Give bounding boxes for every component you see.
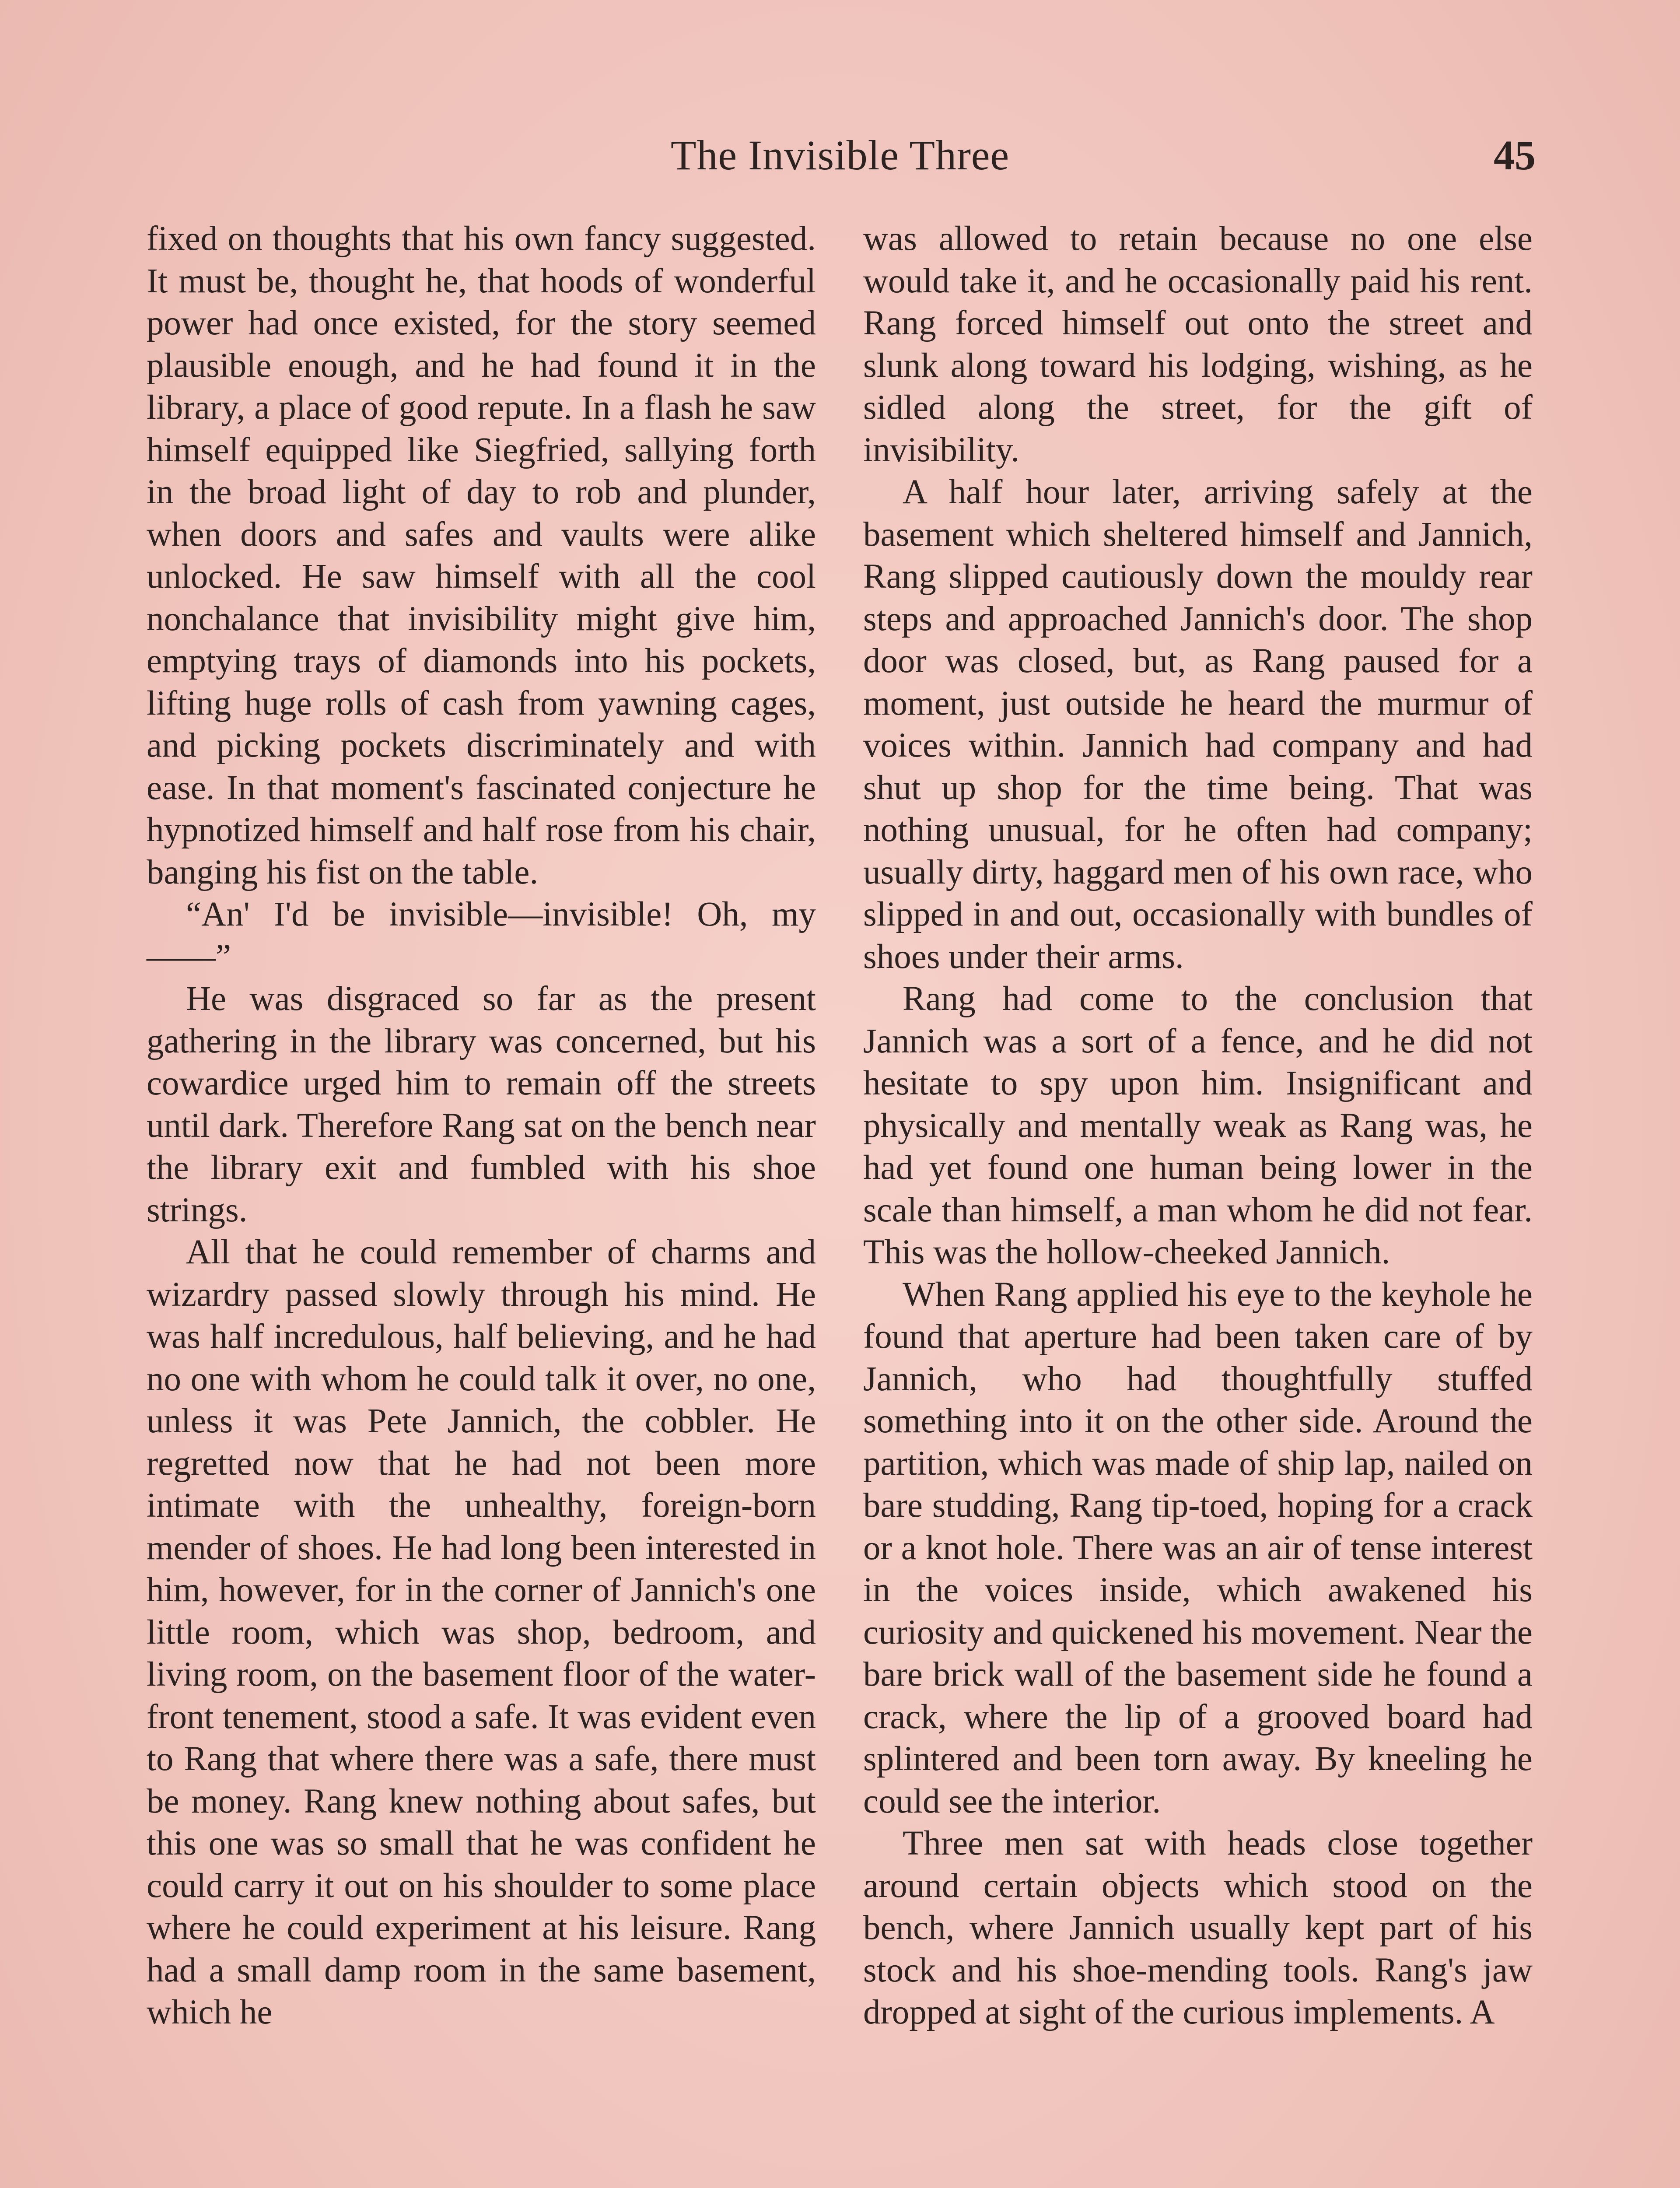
paragraph: He was disgraced so far as the present gathering in the library was concerned, but his cowardice urged him to remain off the streets until dark. Therefore Rang sat on the bench near the library exit and fumbled with his shoe strings. — [147, 980, 816, 1229]
paragraph: was allowed to retain because no one else would take it, and he occasionally paid his rent. Rang forced himself out onto the street and slunk along toward his lodging, wishing, as he sidled along the street, for the gift of invisibility. — [863, 220, 1533, 469]
right-column — [863, 218, 1533, 2034]
paragraph: Rang had come to the conclusion that Jannich was a sort of a fence, and he did not hesitate to spy upon him. Insignificant and physically and mentally weak as Rang was, he had yet found one human being lower in the scale than himself, a man whom he did not fear. This was the hollow-cheeked Jannich. — [863, 980, 1533, 1271]
page-header — [144, 127, 1536, 193]
running-title: The Invisible Three — [670, 132, 1010, 179]
paragraph: “An' I'd be invisible—invisible! Oh, my——” — [147, 895, 816, 976]
paragraph: fixed on thoughts that his own fancy suggested. It must be, thought he, that hoods of wonderful power had once existed, for the story seemed plausible enough, and he had found it in the library, a place of good repute. In a flash he saw himself equipped like Siegfried, sallying forth in the broad light of day to rob and plunder, when doors and safes and vaults were alike unlocked. He saw himself with all the cool nonchalance that invisibility might give him, emptying trays of diamonds into his pockets, lifting huge rolls of cash from yawning cages, and picking pockets discriminately and with ease. In that moment's fascinated conjecture he hypnotized himself and half rose from his chair, banging his fist on the table. — [147, 220, 816, 891]
left-column — [147, 218, 816, 2034]
page-number: 45 — [1494, 132, 1536, 179]
paragraph: Three men sat with heads close together around certain objects which stood on the bench, where Jannich usually kept part of his stock and his shoe-mending tools. Rang's jaw dropped at sight of the curious implements. A — [863, 1824, 1533, 2031]
paragraph: All that he could remember of charms and wizardry passed slowly through his mind. He was half incredulous, half believing, and he had no one with whom he could talk it over, no one, unless it was Pete Jannich, the cobbler. He regretted now that he had not been more intimate with the unhealthy, foreign-born mender of shoes. He had long been interested in him, however, for in the corner of Jannich's one little room, which was shop, bedroom, and living room, on the basement floor of the water-front tenement, stood a safe. It was evident even to Rang that where there was a safe, there must be money. Rang knew nothing about safes, but this one was so small that he was confident he could carry it out on his shoulder to some place where he could experiment at his leisure. Rang had a small damp room in the same basement, which he — [147, 1233, 816, 2031]
paragraph: A half hour later, arriving safely at the basement which sheltered himself and Jannich, Rang slipped cautiously down the mouldy rear steps and approached Jannich's door. The shop door was closed, but, as Rang paused for a moment, just outside he heard the murmur of voices within. Jannich had company and had shut up shop for the time being. That was nothing unusual, for he often had company; usually dirty, haggard men of his own race, who slipped in and out, occasionally with bundles of shoes under their arms. — [863, 473, 1533, 976]
paragraph: When Rang applied his eye to the keyhole he found that aperture had been taken care of by Jannich, who had thoughtfully stuffed something into it on the other side. Around the partition, which was made of ship lap, nailed on bare studding, Rang tip-toed, hoping for a crack or a knot hole. There was an air of tense interest in the voices inside, which awakened his curiosity and quickened his movement. Near the bare brick wall of the basement side he found a crack, where the lip of a grooved board had splintered and been torn away. By kneeling he could see the interior. — [863, 1275, 1533, 1820]
